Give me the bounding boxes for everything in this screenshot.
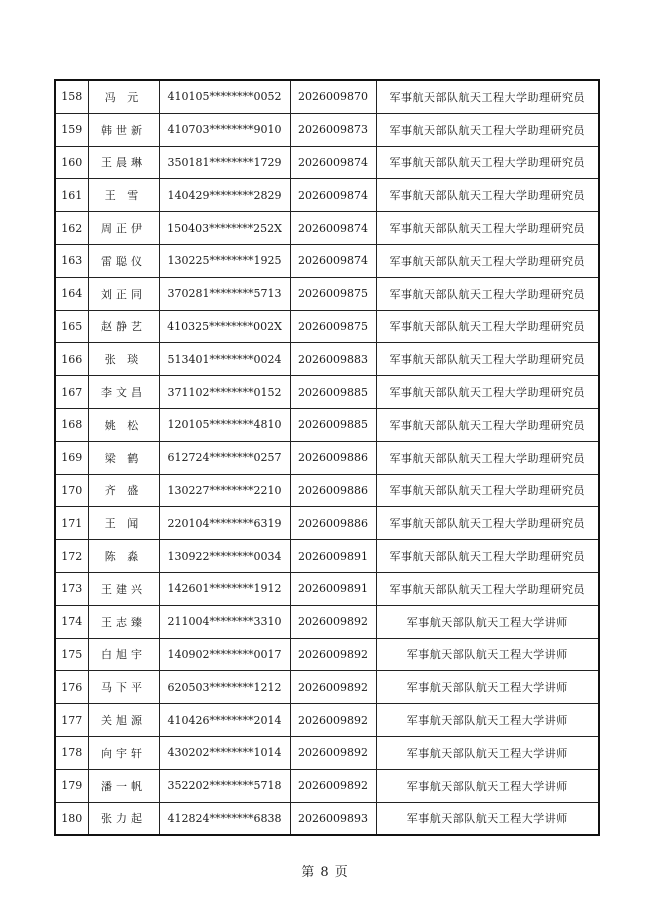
id-number-cell: 513401********0024 [159, 343, 290, 376]
id-number-cell: 352202********5718 [159, 769, 290, 802]
table-row [55, 408, 599, 441]
serial-number-cell: 171 [55, 507, 88, 540]
position-code-cell: 2026009892 [290, 605, 376, 638]
unit-position-cell: 军事航天部队航天工程大学助理研究员 [376, 408, 599, 441]
unit-position-cell: 军事航天部队航天工程大学助理研究员 [376, 572, 599, 605]
table-row [55, 113, 599, 146]
unit-position-cell: 军事航天部队航天工程大学助理研究员 [376, 179, 599, 212]
id-number-cell: 410703********9010 [159, 113, 290, 146]
serial-number-cell: 165 [55, 310, 88, 343]
position-code-cell: 2026009886 [290, 507, 376, 540]
id-number-cell: 130225********1925 [159, 244, 290, 277]
unit-position-cell: 军事航天部队航天工程大学助理研究员 [376, 507, 599, 540]
table-row [55, 212, 599, 245]
name-cell: 王志臻 [88, 605, 159, 638]
unit-position-cell: 军事航天部队航天工程大学讲师 [376, 638, 599, 671]
unit-position-cell: 军事航天部队航天工程大学讲师 [376, 671, 599, 704]
name-cell: 马下平 [88, 671, 159, 704]
position-code-cell: 2026009886 [290, 441, 376, 474]
roster-table-body [55, 80, 599, 835]
serial-number-cell: 176 [55, 671, 88, 704]
name-cell: 向宇轩 [88, 736, 159, 769]
serial-number-cell: 170 [55, 474, 88, 507]
serial-number-cell: 180 [55, 802, 88, 835]
serial-number-cell: 168 [55, 408, 88, 441]
serial-number-cell: 174 [55, 605, 88, 638]
serial-number-cell: 178 [55, 736, 88, 769]
table-row [55, 179, 599, 212]
table-row [55, 244, 599, 277]
id-number-cell: 370281********5713 [159, 277, 290, 310]
unit-position-cell: 军事航天部队航天工程大学讲师 [376, 769, 599, 802]
id-number-cell: 130922********0034 [159, 540, 290, 573]
position-code-cell: 2026009892 [290, 736, 376, 769]
unit-position-cell: 军事航天部队航天工程大学助理研究员 [376, 80, 599, 113]
serial-number-cell: 173 [55, 572, 88, 605]
unit-position-cell: 军事航天部队航天工程大学助理研究员 [376, 146, 599, 179]
name-cell: 韩世新 [88, 113, 159, 146]
unit-position-cell: 军事航天部队航天工程大学讲师 [376, 605, 599, 638]
table-row [55, 146, 599, 179]
serial-number-cell: 164 [55, 277, 88, 310]
serial-number-cell: 169 [55, 441, 88, 474]
position-code-cell: 2026009885 [290, 408, 376, 441]
table-row [55, 80, 599, 113]
position-code-cell: 2026009874 [290, 179, 376, 212]
position-code-cell: 2026009883 [290, 343, 376, 376]
position-code-cell: 2026009891 [290, 572, 376, 605]
id-number-cell: 150403********252X [159, 212, 290, 245]
table-row [55, 736, 599, 769]
unit-position-cell: 军事航天部队航天工程大学讲师 [376, 736, 599, 769]
serial-number-cell: 160 [55, 146, 88, 179]
unit-position-cell: 军事航天部队航天工程大学助理研究员 [376, 376, 599, 409]
id-number-cell: 140902********0017 [159, 638, 290, 671]
id-number-cell: 211004********3310 [159, 605, 290, 638]
unit-position-cell: 军事航天部队航天工程大学助理研究员 [376, 113, 599, 146]
table-row [55, 769, 599, 802]
serial-number-cell: 166 [55, 343, 88, 376]
position-code-cell: 2026009892 [290, 769, 376, 802]
table-row [55, 704, 599, 737]
position-code-cell: 2026009875 [290, 277, 376, 310]
id-number-cell: 142601********1912 [159, 572, 290, 605]
page-number: 第 8 页 [301, 865, 349, 880]
serial-number-cell: 175 [55, 638, 88, 671]
table-row [55, 638, 599, 671]
serial-number-cell: 158 [55, 80, 88, 113]
position-code-cell: 2026009874 [290, 212, 376, 245]
position-code-cell: 2026009875 [290, 310, 376, 343]
name-cell: 王晨琳 [88, 146, 159, 179]
position-code-cell: 2026009892 [290, 704, 376, 737]
position-code-cell: 2026009885 [290, 376, 376, 409]
unit-position-cell: 军事航天部队航天工程大学助理研究员 [376, 244, 599, 277]
serial-number-cell: 177 [55, 704, 88, 737]
serial-number-cell: 161 [55, 179, 88, 212]
table-row [55, 277, 599, 310]
table-row [55, 802, 599, 835]
position-code-cell: 2026009892 [290, 671, 376, 704]
serial-number-cell: 179 [55, 769, 88, 802]
table-row [55, 572, 599, 605]
unit-position-cell: 军事航天部队航天工程大学助理研究员 [376, 277, 599, 310]
id-number-cell: 371102********0152 [159, 376, 290, 409]
id-number-cell: 130227********2210 [159, 474, 290, 507]
name-cell: 白旭宇 [88, 638, 159, 671]
id-number-cell: 120105********4810 [159, 408, 290, 441]
serial-number-cell: 162 [55, 212, 88, 245]
table-row [55, 540, 599, 573]
name-cell: 王建兴 [88, 572, 159, 605]
table-row [55, 441, 599, 474]
name-cell: 齐 盛 [88, 474, 159, 507]
position-code-cell: 2026009891 [290, 540, 376, 573]
position-code-cell: 2026009874 [290, 244, 376, 277]
name-cell: 刘正同 [88, 277, 159, 310]
id-number-cell: 612724********0257 [159, 441, 290, 474]
serial-number-cell: 163 [55, 244, 88, 277]
position-code-cell: 2026009870 [290, 80, 376, 113]
id-number-cell: 410325********002X [159, 310, 290, 343]
table-row [55, 310, 599, 343]
position-code-cell: 2026009873 [290, 113, 376, 146]
position-code-cell: 2026009886 [290, 474, 376, 507]
name-cell: 周正伊 [88, 212, 159, 245]
id-number-cell: 412824********6838 [159, 802, 290, 835]
name-cell: 冯 元 [88, 80, 159, 113]
unit-position-cell: 军事航天部队航天工程大学助理研究员 [376, 343, 599, 376]
id-number-cell: 140429********2829 [159, 179, 290, 212]
name-cell: 潘一帆 [88, 769, 159, 802]
name-cell: 李文昌 [88, 376, 159, 409]
name-cell: 赵静艺 [88, 310, 159, 343]
id-number-cell: 410105********0052 [159, 80, 290, 113]
name-cell: 陈 淼 [88, 540, 159, 573]
position-code-cell: 2026009893 [290, 802, 376, 835]
id-number-cell: 430202********1014 [159, 736, 290, 769]
table-row [55, 605, 599, 638]
position-code-cell: 2026009892 [290, 638, 376, 671]
id-number-cell: 350181********1729 [159, 146, 290, 179]
name-cell: 张力起 [88, 802, 159, 835]
name-cell: 关旭源 [88, 704, 159, 737]
roster-table [54, 79, 600, 836]
table-row [55, 474, 599, 507]
serial-number-cell: 159 [55, 113, 88, 146]
unit-position-cell: 军事航天部队航天工程大学助理研究员 [376, 474, 599, 507]
id-number-cell: 410426********2014 [159, 704, 290, 737]
unit-position-cell: 军事航天部队航天工程大学讲师 [376, 704, 599, 737]
unit-position-cell: 军事航天部队航天工程大学助理研究员 [376, 212, 599, 245]
name-cell: 张 琰 [88, 343, 159, 376]
unit-position-cell: 军事航天部队航天工程大学讲师 [376, 802, 599, 835]
unit-position-cell: 军事航天部队航天工程大学助理研究员 [376, 441, 599, 474]
name-cell: 梁 鹤 [88, 441, 159, 474]
unit-position-cell: 军事航天部队航天工程大学助理研究员 [376, 540, 599, 573]
table-row [55, 671, 599, 704]
table-row [55, 343, 599, 376]
table-row [55, 376, 599, 409]
id-number-cell: 620503********1212 [159, 671, 290, 704]
serial-number-cell: 167 [55, 376, 88, 409]
position-code-cell: 2026009874 [290, 146, 376, 179]
unit-position-cell: 军事航天部队航天工程大学助理研究员 [376, 310, 599, 343]
name-cell: 王 闻 [88, 507, 159, 540]
name-cell: 姚 松 [88, 408, 159, 441]
name-cell: 王 雪 [88, 179, 159, 212]
table-row [55, 507, 599, 540]
id-number-cell: 220104********6319 [159, 507, 290, 540]
name-cell: 雷聪仪 [88, 244, 159, 277]
serial-number-cell: 172 [55, 540, 88, 573]
